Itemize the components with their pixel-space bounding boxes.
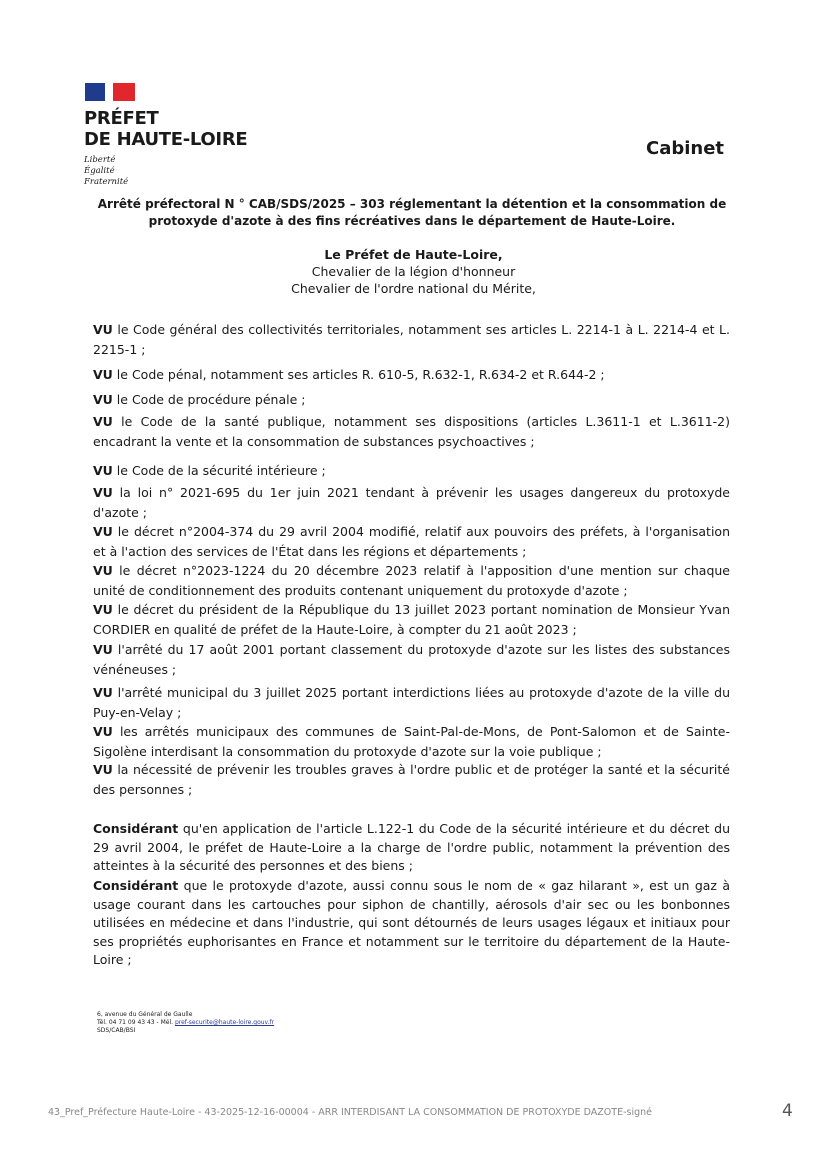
address-phone: Tél. 04 71 09 43 43 - Mél. <box>97 1019 175 1026</box>
visa-text: la nécessité de prévenir les troubles graves à l'ordre public et de protéger la santé et la sécurité des personnes ; <box>93 762 730 797</box>
visa-text: le décret du président de la République du 13 juillet 2023 portant nomination de Monsieur Yvan CORDIER en qualité de préfet de la Haute-Loire, à compter du 21 août 2023 ; <box>93 602 730 637</box>
visa-lead: VU <box>93 392 113 407</box>
visa-lead: VU <box>93 322 113 337</box>
visa-lead: VU <box>93 463 113 478</box>
motto-line: Liberté <box>84 155 116 165</box>
visa-lead: VU <box>93 367 113 382</box>
visa-text: le Code général des collectivités territoriales, notamment ses articles L. 2214-1 à L. 2214-4 et L. 2215-1 ; <box>93 322 730 357</box>
visa-lead: VU <box>93 724 113 739</box>
visa-lead: VU <box>93 762 113 777</box>
visa-paragraph <box>93 320 730 359</box>
considerant-text: que le protoxyde d'azote, aussi connu sous le nom de « gaz hilarant », est un gaz à usage courant dans les cartouches pour siphon de chantilly, aérosols d'air sec ou les bonbonnes utilisées en médecine et dans l'industrie, qui sont détournés de leurs usages légaux et initiaux pour ses propriétés euphorisantes en France et notamment sur le territoire du département de la Haute-Loire ; <box>93 878 730 967</box>
visa-text: le Code pénal, notamment ses articles R. 610-5, R.632-1, R.634-2 et R.644-2 ; <box>112 367 605 382</box>
visa-paragraph <box>93 483 730 522</box>
prefecture-name <box>84 108 247 150</box>
visa-paragraph <box>93 683 730 722</box>
considerant-text: qu'en application de l'article L.122-1 du Code de la sécurité intérieure et du décret du 29 avril 2004, le préfet de Haute-Loire a la charge de l'ordre public, notamment la prévention des atteintes à la sécurité des personnes et des biens ; <box>93 821 730 873</box>
signatory-name: Le Préfet de Haute-Loire, <box>324 247 503 262</box>
motto-line: Fraternité <box>84 177 129 187</box>
address-block <box>97 1011 274 1035</box>
visa-paragraph <box>93 600 730 639</box>
visa-paragraph <box>93 522 730 561</box>
visa-lead: VU <box>93 414 113 429</box>
visa-lead: VU <box>93 524 113 539</box>
prefet-label: PRÉFET <box>84 108 159 129</box>
visa-text: les arrêtés municipaux des communes de Saint-Pal-de-Mons, de Pont-Salomon et de Sainte-Sigolène interdisant la consommation du protoxyde d'azote sur la voie publique ; <box>93 724 730 759</box>
considerant-paragraph <box>93 877 730 970</box>
considerant-paragraph <box>93 820 730 876</box>
visa-text: le Code de procédure pénale ; <box>112 392 306 407</box>
visa-paragraph <box>93 365 730 385</box>
visa-paragraph <box>93 390 730 410</box>
visa-text: le décret n°2004-374 du 29 avril 2004 modifié, relatif aux pouvoirs des préfets, à l'organisation et à l'action des services de l'État dans les régions et départements ; <box>93 524 730 559</box>
department-label: DE HAUTE-LOIRE <box>84 129 248 150</box>
address-street: 6, avenue du Général de Gaulle <box>97 1011 193 1018</box>
visa-text: la loi n° 2021-695 du 1er juin 2021 tendant à prévenir les usages dangereux du protoxyde d'azote ; <box>93 485 730 520</box>
visa-text: le Code de la sécurité intérieure ; <box>112 463 326 478</box>
visa-paragraph <box>93 640 730 679</box>
visa-paragraph <box>93 461 730 481</box>
signatory-title: Chevalier de l'ordre national du Mérite, <box>291 281 536 296</box>
visa-paragraph <box>93 722 730 761</box>
file-footer: 43_Pref_Préfecture Haute-Loire - 43-2025-12-16-00004 - ARR INTERDISANT LA CONSOMMATION DE PROTOXYDE DAZOTE-signé <box>48 1107 652 1118</box>
visa-lead: VU <box>93 642 113 657</box>
visa-lead: VU <box>93 485 113 500</box>
document-title: Arrêté préfectoral N ° CAB/SDS/2025 – 303 réglementant la détention et la consommation de protoxyde d'azote à des fins récréatives dans le département de Haute-Loire. <box>97 197 727 228</box>
email-link[interactable]: pref-securite@haute-loire.gouv.fr <box>174 1019 275 1026</box>
service-name: Cabinet <box>646 138 725 159</box>
marianne-logo <box>85 83 135 101</box>
visa-lead: VU <box>93 563 113 578</box>
visa-text: le Code de la santé publique, notamment ses dispositions (articles L.3611-1 et L.3611-2) encadrant la vente et la consommation de substances psychoactives ; <box>93 414 730 449</box>
service-reference: SDS/CAB/BSI <box>97 1027 136 1034</box>
signatory-title: Chevalier de la légion d'honneur <box>311 264 516 279</box>
considerant-lead: Considérant <box>93 878 179 893</box>
visa-paragraph <box>93 412 730 451</box>
republic-motto <box>84 155 128 188</box>
motto-line: Égalité <box>84 166 115 176</box>
page-number: 4 <box>782 1101 793 1121</box>
visa-lead: VU <box>93 602 113 617</box>
visa-text: l'arrêté municipal du 3 juillet 2025 portant interdictions liées au protoxyde d'azote de la ville du Puy-en-Velay ; <box>93 685 730 720</box>
visa-paragraph <box>93 561 730 600</box>
considerant-lead: Considérant <box>93 821 179 836</box>
visa-paragraph <box>93 760 730 799</box>
visa-text: le décret n°2023-1224 du 20 décembre 2023 relatif à l'apposition d'une mention sur chaque unité de conditionnement des produits contenant uniquement du protoxyde d'azote ; <box>93 563 730 598</box>
visa-text: l'arrêté du 17 août 2001 portant classement du protoxyde d'azote sur les listes des substances vénéneuses ; <box>93 642 730 677</box>
visa-lead: VU <box>93 685 113 700</box>
